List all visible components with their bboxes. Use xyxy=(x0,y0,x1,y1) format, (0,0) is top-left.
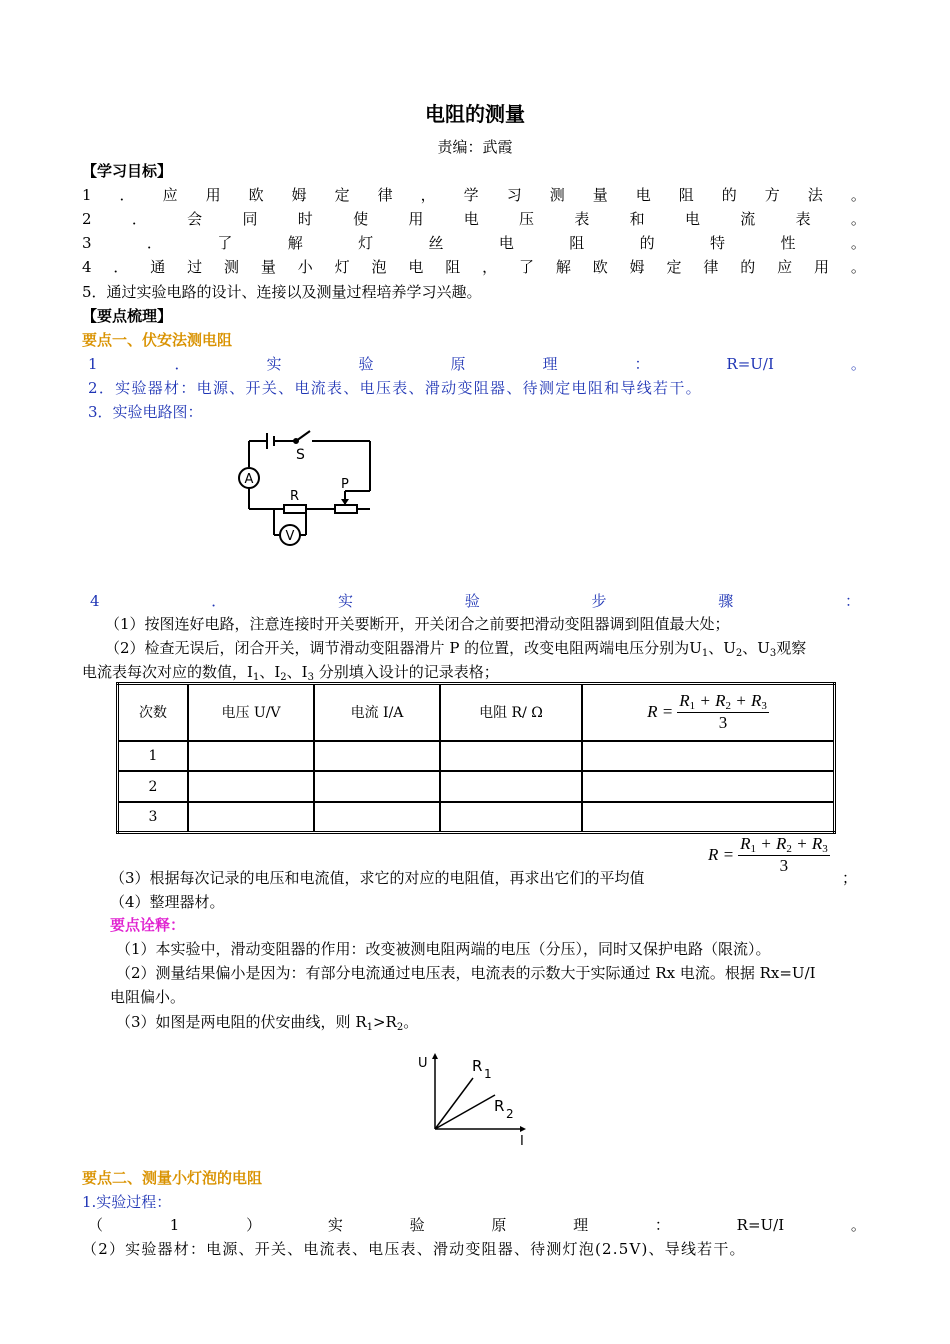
justified-char: 特 xyxy=(710,234,726,252)
justified-char: 律 xyxy=(377,186,393,204)
r2-label: R xyxy=(494,1097,505,1115)
justified-char: 阻 xyxy=(678,186,694,204)
point2-title: 要点二、测量小灯泡的电阻 xyxy=(82,1169,263,1187)
justified-char: ： xyxy=(654,1216,670,1234)
p2-equipment: （2）实验器材：电源、开关、电流表、电压表、滑动变阻器、待测灯泡(2.5V)、导线若干。 xyxy=(82,1240,746,1258)
r2-sub: 2 xyxy=(506,1107,514,1121)
justified-char: 会 xyxy=(187,210,203,228)
step-3-end: ； xyxy=(842,869,858,887)
formula-average-2: R = $\frac{R1 + R2 + R3}{3}$ xyxy=(708,834,828,875)
p1-principle xyxy=(88,353,866,375)
justified-char: 灯 xyxy=(358,234,374,252)
step-1: （1）按图连好电路，注意连接时开关要断开，开关闭合之前要把滑动变阻器调到阻值最大处； xyxy=(105,615,730,633)
justified-char: 验 xyxy=(464,592,480,610)
p1-steps-head xyxy=(90,590,860,612)
justified-char: 定 xyxy=(334,186,350,204)
justified-char: ） xyxy=(246,1216,262,1234)
justified-char: （ xyxy=(88,1216,104,1234)
circuit-diagram xyxy=(232,425,382,550)
justified-char: 实 xyxy=(327,1216,343,1234)
justified-char: 理 xyxy=(573,1216,589,1234)
justified-char: 小 xyxy=(297,258,313,276)
justified-char: 的 xyxy=(740,258,756,276)
record-table xyxy=(116,682,836,834)
justified-char: 实 xyxy=(266,355,282,373)
step-2a: （2）检查无误后，闭合开关，调节滑动变阻器滑片 P 的位置，改变电阻两端电压分别为$U_1$、$U_2$、$U_3$观察 xyxy=(105,639,807,659)
justified-char: 理 xyxy=(542,355,558,373)
justified-char: 测 xyxy=(224,258,240,276)
justified-char: 应 xyxy=(162,186,178,204)
goal-5: 5．通过实验电路的设计、连接以及测量过程培养学习兴趣。 xyxy=(82,283,482,301)
justified-char: 欧 xyxy=(592,258,608,276)
justified-char: 丝 xyxy=(428,234,444,252)
goal-4 xyxy=(82,256,866,278)
p2-principle xyxy=(88,1214,866,1236)
editor-line: 责编：武霞 xyxy=(437,138,513,156)
justified-char: 学 xyxy=(463,186,479,204)
justified-char: 定 xyxy=(666,258,682,276)
switch-label: S xyxy=(296,447,305,463)
p1-equipment: 2．实验器材：电源、开关、电流表、电压表、滑动变阻器、待测定电阻和导线若干。 xyxy=(88,379,702,397)
p1-circuit-label: 3．实验电路图： xyxy=(88,403,203,421)
slider-label: P xyxy=(341,477,349,492)
justified-char: ： xyxy=(634,355,650,373)
justified-char: R=U/I xyxy=(726,355,774,373)
table-row: 2 xyxy=(118,771,189,802)
point1-title: 要点一、伏安法测电阻 xyxy=(82,331,233,349)
justified-char: 方 xyxy=(764,186,780,204)
table-row: 1 xyxy=(118,741,189,772)
justified-char: 通 xyxy=(150,258,166,276)
justified-char: 解 xyxy=(555,258,571,276)
justified-char: 实 xyxy=(338,592,354,610)
page-title: 电阻的测量 xyxy=(425,102,525,126)
justified-char: 习 xyxy=(506,186,522,204)
justified-char: 用 xyxy=(408,210,424,228)
justified-char: 验 xyxy=(358,355,374,373)
header-average-formula xyxy=(582,684,835,741)
step-3: （3）根据每次记录的电压和电流值，求它的对应的电阻值，再求出它们的平均值 xyxy=(110,869,645,887)
justified-char: 电 xyxy=(463,210,479,228)
justified-char: ： xyxy=(844,592,860,610)
justified-char: 泡 xyxy=(371,258,387,276)
justified-char: 验 xyxy=(409,1216,425,1234)
justified-char: 过 xyxy=(187,258,203,276)
note-2a: （2）测量结果偏小是因为：有部分电流通过电压表，电流表的示数大于实际通过 Rx 电流。根据 Rx=U/I xyxy=(116,964,816,982)
justified-char: ， xyxy=(482,258,498,276)
justified-char: 流 xyxy=(740,210,756,228)
justified-char: 1 xyxy=(82,186,92,204)
justified-char: 原 xyxy=(491,1216,507,1234)
step-4: （4）整理器材。 xyxy=(110,893,225,911)
goal-3 xyxy=(82,232,866,254)
justified-char: 。 xyxy=(850,258,866,276)
justified-char: 和 xyxy=(629,210,645,228)
justified-char: 1 xyxy=(169,1216,180,1234)
justified-char: 用 xyxy=(814,258,830,276)
justified-char: 原 xyxy=(450,355,466,373)
note-2b: 电阻偏小。 xyxy=(110,988,186,1006)
justified-char: 。 xyxy=(850,210,866,228)
header-current: 电流 I/A xyxy=(314,684,440,741)
formula-average: R = $\frac{R1 + R2 + R3}{3}$ xyxy=(647,691,767,733)
justified-char: 灯 xyxy=(334,258,350,276)
justified-char: 了 xyxy=(217,234,233,252)
justified-char: 电 xyxy=(684,210,700,228)
justified-char: 的 xyxy=(639,234,655,252)
justified-char: 压 xyxy=(519,210,535,228)
justified-char: 3 xyxy=(82,234,92,252)
note-1: （1）本实验中，滑动变阻器的作用：改变被测电阻两端的电压（分压），同时又保护电路（限流）。 xyxy=(116,940,771,958)
voltmeter-label: V xyxy=(285,529,295,544)
justified-char: 1 xyxy=(88,355,98,373)
r1-sub: 1 xyxy=(484,1067,492,1081)
justified-char: 用 xyxy=(205,186,221,204)
justified-char: 表 xyxy=(574,210,590,228)
r1-label: R xyxy=(472,1057,483,1075)
justified-char: 律 xyxy=(703,258,719,276)
notes-title: 要点诠释： xyxy=(110,916,186,934)
header-voltage: 电压 U/V xyxy=(188,684,314,741)
justified-char: ， xyxy=(420,186,436,204)
justified-char: ． xyxy=(211,592,227,610)
justified-char: 的 xyxy=(721,186,737,204)
justified-char: 4 xyxy=(90,592,100,610)
justified-char: ． xyxy=(113,258,129,276)
points-header: 【要点梳理】 xyxy=(82,307,173,325)
goals-header: 【学习目标】 xyxy=(82,162,173,180)
justified-char: 阻 xyxy=(569,234,585,252)
justified-char: ． xyxy=(174,355,190,373)
justified-char: 姆 xyxy=(629,258,645,276)
header-count: 次数 xyxy=(118,684,189,741)
x-axis-label: I xyxy=(520,1134,524,1149)
justified-char: 表 xyxy=(795,210,811,228)
justified-char: 。 xyxy=(850,234,866,252)
justified-char: 2 xyxy=(82,210,92,228)
step2a-vars: $U_1$、$U_2$、$U_3$观察 xyxy=(689,639,807,659)
justified-char: 姆 xyxy=(291,186,307,204)
note-3: （3）如图是两电阻的伏安曲线，则 $R_1>R_2$。 xyxy=(116,1013,419,1033)
justified-char: 。 xyxy=(850,355,866,373)
justified-char: 阻 xyxy=(445,258,461,276)
justified-char: 法 xyxy=(807,186,823,204)
justified-char: 量 xyxy=(260,258,276,276)
goal-2 xyxy=(82,208,866,230)
justified-char: 。 xyxy=(850,1216,866,1234)
justified-char: 。 xyxy=(850,186,866,204)
justified-char: ． xyxy=(131,210,147,228)
justified-char: 量 xyxy=(592,186,608,204)
ui-graph xyxy=(410,1045,540,1150)
justified-char: ． xyxy=(146,234,162,252)
table-row: 3 xyxy=(118,802,189,833)
p2-process: 1.实验过程： xyxy=(82,1193,172,1211)
justified-char: R=U/I xyxy=(736,1216,785,1234)
justified-char: 性 xyxy=(780,234,796,252)
justified-char: 步 xyxy=(591,592,607,610)
justified-char: 电 xyxy=(498,234,514,252)
goal-1 xyxy=(82,184,866,206)
justified-char: 了 xyxy=(519,258,535,276)
justified-char: 骤 xyxy=(718,592,734,610)
header-resistance: 电阻 R/ Ω xyxy=(440,684,582,741)
ammeter-label: A xyxy=(244,472,254,487)
resistor-label: R xyxy=(290,489,300,504)
justified-char: 同 xyxy=(242,210,258,228)
justified-char: 测 xyxy=(549,186,565,204)
justified-char: 电 xyxy=(408,258,424,276)
justified-char: 解 xyxy=(287,234,303,252)
step-2b: 电流表每次对应的数值，$I_1$、$I_2$、$I_3$ 分别填入设计的记录表格； xyxy=(82,663,499,683)
justified-char: 使 xyxy=(353,210,369,228)
y-axis-label: U xyxy=(418,1056,428,1071)
step2b-vars: $I_1$、$I_2$、$I_3$ xyxy=(247,663,314,683)
justified-char: 欧 xyxy=(248,186,264,204)
justified-char: 电 xyxy=(635,186,651,204)
justified-char: 应 xyxy=(777,258,793,276)
justified-char: 4 xyxy=(82,258,92,276)
justified-char: 时 xyxy=(297,210,313,228)
justified-char: ． xyxy=(119,186,135,204)
